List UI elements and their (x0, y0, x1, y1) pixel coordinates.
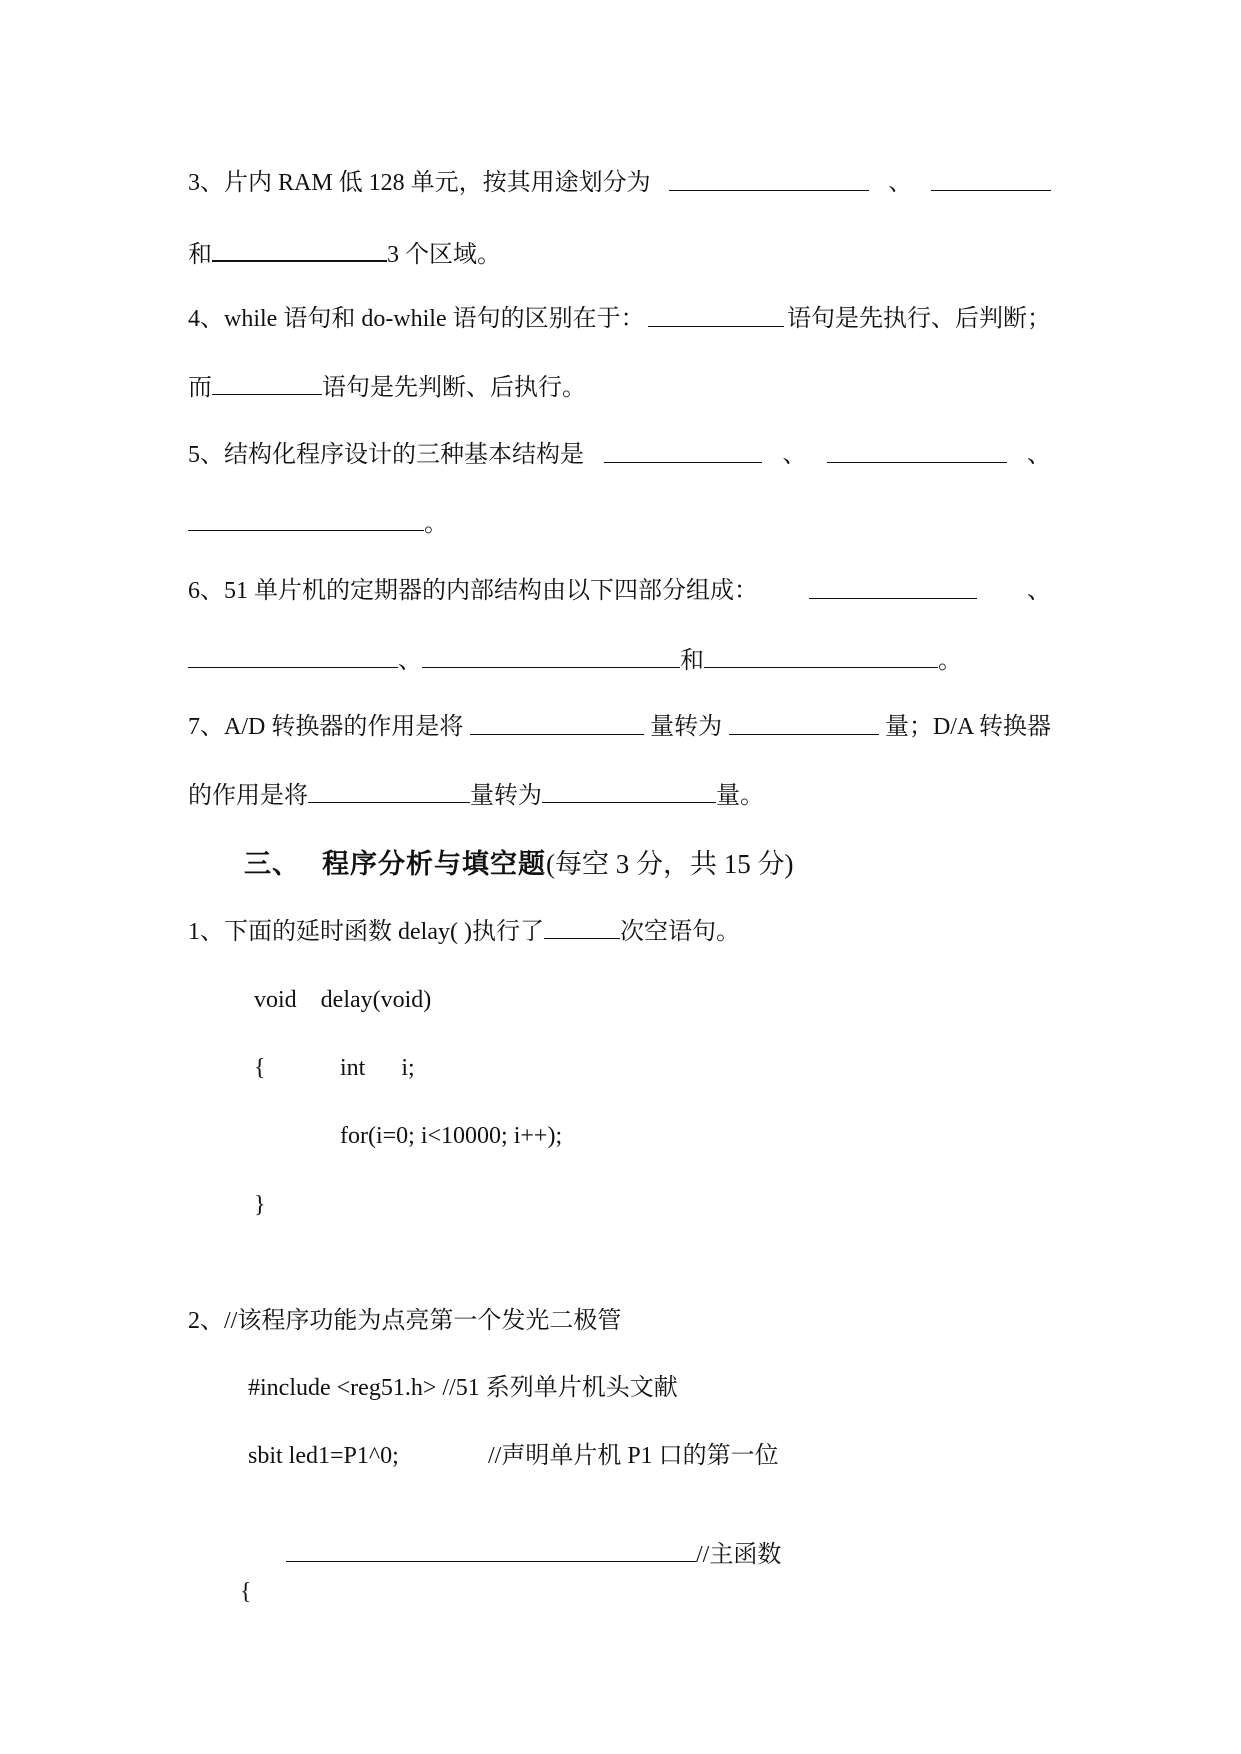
question-7-text: 7、A/D 转换器的作用是将 (188, 714, 464, 740)
code-line: sbit led1=P1^0; (248, 1443, 399, 1469)
answer-blank[interactable] (604, 440, 762, 463)
answer-blank[interactable] (212, 238, 387, 262)
answer-blank[interactable] (542, 780, 716, 803)
answer-blank[interactable] (212, 372, 322, 395)
section-score-note: (每空 3 分，共 15 分) (546, 849, 794, 879)
code-line: for(i=0; i<10000; i++); (340, 1123, 563, 1149)
code-line: int i; (340, 1055, 415, 1081)
question-3-line-1: 3、片内 RAM 低 128 单元，按其用途划分为 、 (188, 168, 1051, 198)
section-number: 三、 (244, 849, 300, 880)
answer-blank[interactable] (188, 645, 398, 668)
code-line: { (254, 1055, 266, 1081)
answer-blank[interactable] (422, 645, 680, 668)
question-3-text: 3、片内 RAM 低 128 单元，按其用途划分为 (188, 170, 651, 196)
question-5-text: 5、结构化程序设计的三种基本结构是 (188, 442, 584, 468)
question-6-line-1: 6、51 单片机的定期器的内部结构由以下四部分组成： 、 (188, 578, 1051, 604)
answer-blank[interactable] (188, 508, 424, 531)
section-title: 程序分析与填空题 (322, 849, 546, 880)
program-question-1: 1、下面的延时函数 delay( )执行了 次空语句。 (188, 916, 1051, 946)
question-4-line-2: 而 语句是先判断、后执行。 (188, 372, 1051, 402)
section-heading (244, 847, 1051, 881)
answer-blank[interactable] (729, 712, 879, 735)
code-comment: //声明单片机 P1 口的第一位 (488, 1443, 779, 1469)
code-line: { (240, 1579, 252, 1605)
answer-blank[interactable] (827, 440, 1007, 463)
program-question-2: 2、//该程序功能为点亮第一个发光二极管 (188, 1308, 622, 1334)
question-5-line-2: 。 (188, 508, 1051, 538)
question-7-line-2: 的作用是将 量转为 量。 (188, 780, 1051, 810)
question-4-text: 4、while 语句和 do-while 语句的区别在于： (188, 306, 645, 332)
answer-blank[interactable] (809, 576, 977, 599)
code-line: } (254, 1192, 266, 1218)
question-5-line-1: 5、结构化程序设计的三种基本结构是 、 、 (188, 442, 1051, 468)
question-7-line-1: 7、A/D 转换器的作用是将 量转为 量；D/A 转换器 (188, 714, 1051, 740)
answer-blank[interactable] (648, 304, 784, 327)
code-comment: //主函数 (696, 1542, 782, 1568)
answer-blank[interactable] (470, 712, 644, 735)
answer-blank[interactable] (669, 168, 869, 191)
code-line: void delay(void) (254, 987, 432, 1013)
code-line: #include <reg51.h> //51 系列单片机头文献 (248, 1375, 678, 1401)
answer-blank[interactable] (544, 916, 620, 939)
answer-blank[interactable] (308, 780, 470, 803)
question-3-line-2: 和 3 个区域。 (188, 238, 1051, 268)
answer-blank[interactable] (704, 645, 938, 668)
question-6-line-2: 、 和 。 (188, 645, 1051, 675)
answer-blank[interactable] (286, 1539, 696, 1562)
question-4-line-1: 4、while 语句和 do-while 语句的区别在于： 语句是先执行、后判断； (188, 306, 1051, 332)
answer-blank[interactable] (931, 168, 1051, 191)
question-6-text: 6、51 单片机的定期器的内部结构由以下四部分组成： (188, 578, 758, 604)
code-line (262, 1509, 782, 1568)
